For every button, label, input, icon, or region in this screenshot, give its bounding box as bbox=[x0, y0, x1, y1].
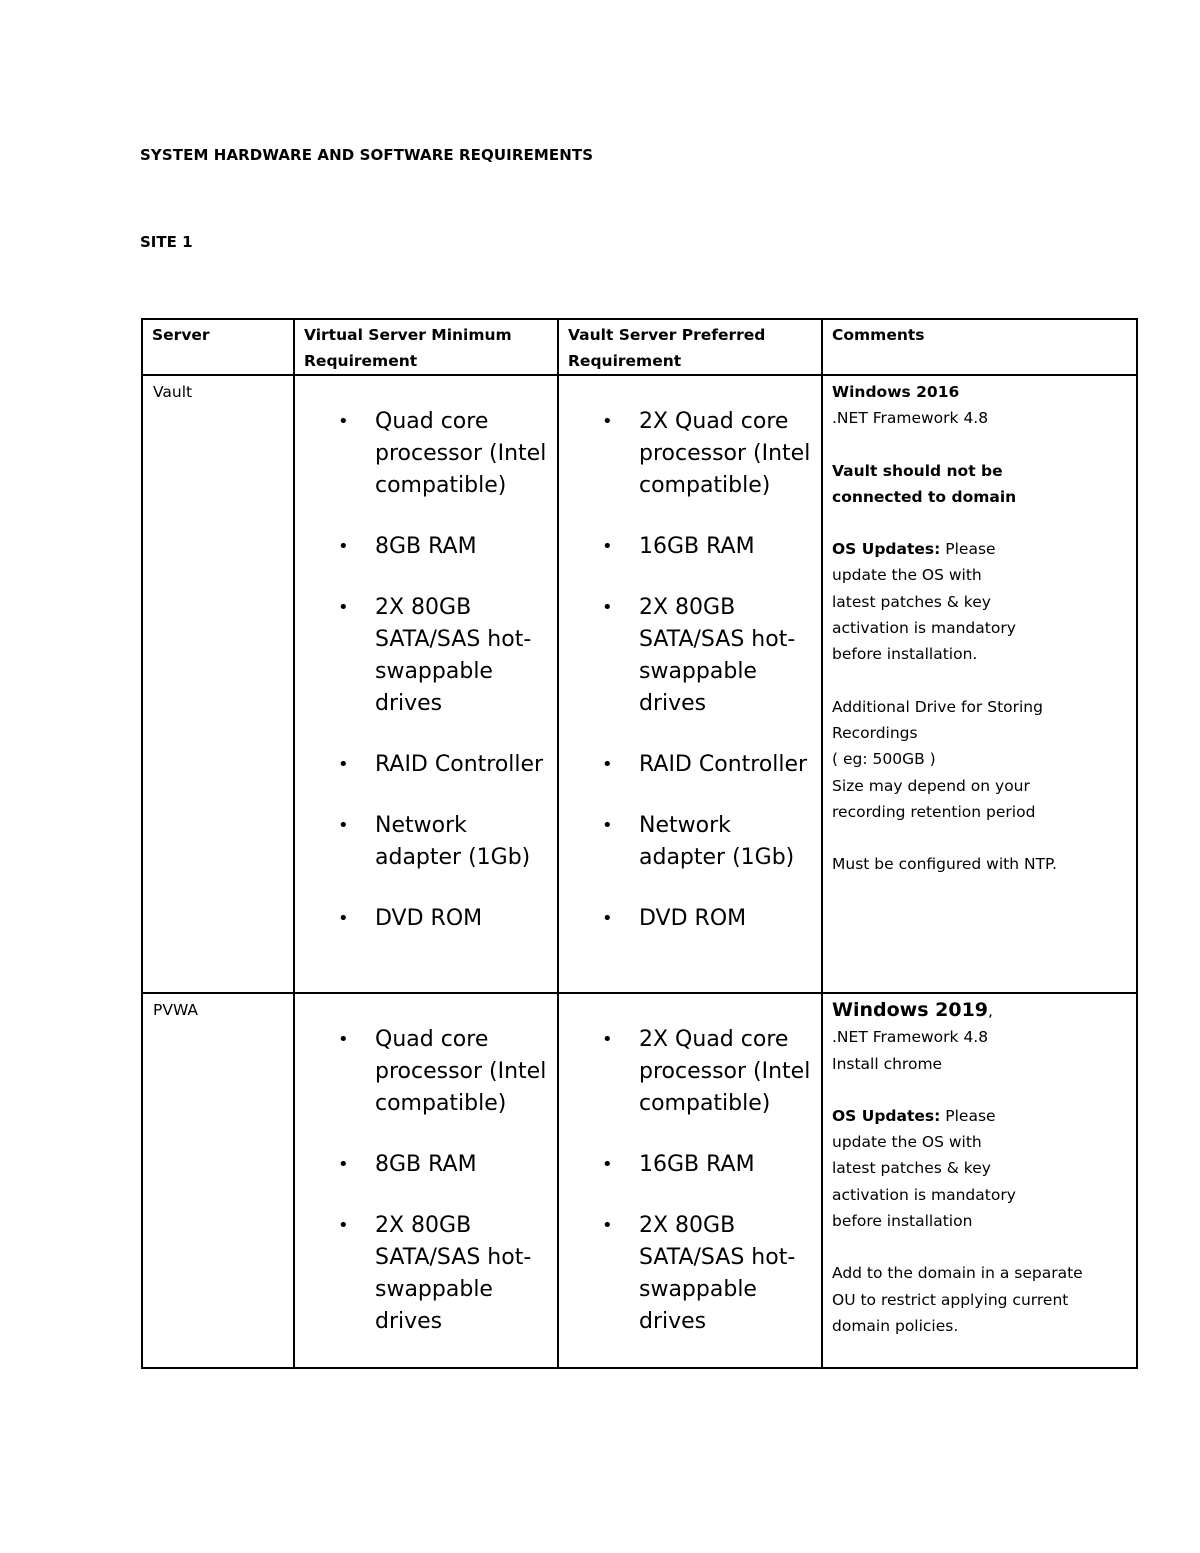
os-updates-text: latest patches & key bbox=[832, 592, 991, 611]
list-item bbox=[295, 592, 557, 720]
header-comments: Comments bbox=[832, 326, 925, 344]
vault-preferred-list bbox=[559, 376, 821, 935]
server-name: Vault bbox=[153, 383, 193, 401]
server-cell bbox=[142, 375, 294, 993]
list-item bbox=[559, 406, 821, 502]
os-updates-text: activation is mandatory bbox=[832, 619, 1016, 638]
list-item bbox=[559, 531, 821, 563]
vault-comments bbox=[823, 376, 1136, 877]
os-updates-text: Please bbox=[940, 540, 996, 559]
table-row bbox=[142, 993, 1137, 1368]
list-item bbox=[295, 531, 557, 563]
bullet-icon: • bbox=[338, 536, 349, 557]
table-row bbox=[142, 375, 1137, 993]
bullet-icon: • bbox=[338, 908, 349, 929]
ntp-note: Must be configured with NTP. bbox=[832, 855, 1057, 874]
drive-note: Recordings bbox=[832, 723, 918, 742]
list-item bbox=[559, 592, 821, 720]
os-updates-text: latest patches & key bbox=[832, 1159, 991, 1178]
bullet-icon: • bbox=[602, 597, 613, 618]
spec-text: Network adapter (1Gb) bbox=[375, 813, 531, 870]
list-item bbox=[559, 1210, 821, 1338]
bullet-icon: • bbox=[338, 597, 349, 618]
drive-note: recording retention period bbox=[832, 802, 1036, 821]
spec-cell bbox=[294, 375, 558, 993]
domain-note: Add to the domain in a separate bbox=[832, 1264, 1083, 1283]
list-item bbox=[559, 1149, 821, 1181]
bullet-icon: • bbox=[602, 1029, 613, 1050]
bullet-icon: • bbox=[602, 908, 613, 929]
spec-text: 8GB RAM bbox=[375, 534, 477, 559]
header-server: Server bbox=[152, 326, 210, 344]
list-item bbox=[295, 1024, 557, 1120]
spec-cell bbox=[558, 375, 822, 993]
list-item bbox=[295, 903, 557, 935]
spec-text: Network adapter (1Gb) bbox=[639, 813, 795, 870]
os-version: Windows 2016 bbox=[832, 383, 960, 401]
os-updates-text: activation is mandatory bbox=[832, 1185, 1016, 1204]
spec-text: DVD ROM bbox=[375, 906, 483, 931]
header-cell bbox=[558, 319, 822, 375]
domain-note: Vault should not be bbox=[832, 461, 1003, 480]
bullet-icon: • bbox=[338, 815, 349, 836]
os-updates-label: OS Updates: bbox=[832, 1106, 941, 1125]
os-version bbox=[832, 997, 1128, 1024]
framework-version: .NET Framework 4.8 bbox=[832, 1028, 989, 1047]
bullet-icon: • bbox=[338, 754, 349, 775]
spec-text: 2X Quad core processor (Intel compatible) bbox=[639, 1027, 811, 1116]
spec-text: 16GB RAM bbox=[639, 534, 755, 559]
os-updates-note bbox=[832, 536, 1128, 562]
list-item bbox=[295, 1149, 557, 1181]
header-cell bbox=[294, 319, 558, 375]
header-vault-preferred: Vault Server Preferred Requirement bbox=[568, 326, 766, 370]
bullet-icon: • bbox=[602, 754, 613, 775]
list-item bbox=[295, 810, 557, 874]
bullet-icon: • bbox=[338, 1154, 349, 1175]
bullet-icon: • bbox=[602, 815, 613, 836]
spec-text: RAID Controller bbox=[639, 752, 808, 777]
list-item bbox=[559, 749, 821, 781]
list-item bbox=[295, 406, 557, 502]
requirements-table bbox=[141, 318, 1138, 1369]
drive-note: ( eg: 500GB ) bbox=[832, 750, 936, 769]
server-name: PVWA bbox=[153, 1001, 199, 1019]
bullet-icon: • bbox=[602, 1215, 613, 1236]
spec-text: 2X 80GB SATA/SAS hot-swappable drives bbox=[639, 595, 796, 716]
spec-cell bbox=[294, 993, 558, 1368]
bullet-icon: • bbox=[602, 411, 613, 432]
spec-text: DVD ROM bbox=[639, 906, 747, 931]
virtual-min-list bbox=[295, 994, 557, 1338]
spec-text: Quad core processor (Intel compatible) bbox=[375, 409, 547, 498]
virtual-min-list bbox=[295, 376, 557, 935]
list-item bbox=[295, 749, 557, 781]
spec-text: 16GB RAM bbox=[639, 1152, 755, 1177]
vault-preferred-list bbox=[559, 994, 821, 1338]
server-cell bbox=[142, 993, 294, 1368]
os-updates-text: Please bbox=[940, 1106, 996, 1125]
list-item bbox=[559, 810, 821, 874]
bullet-icon: • bbox=[602, 536, 613, 557]
spec-cell bbox=[558, 993, 822, 1368]
os-version-suffix: , bbox=[988, 1002, 993, 1020]
spec-text: 2X 80GB SATA/SAS hot-swappable drives bbox=[375, 595, 532, 716]
os-updates-text: before installation bbox=[832, 1212, 973, 1231]
bullet-icon: • bbox=[338, 1215, 349, 1236]
list-item bbox=[295, 1210, 557, 1338]
drive-note: Size may depend on your bbox=[832, 776, 1030, 795]
chrome-note: Install chrome bbox=[832, 1054, 943, 1073]
site-label: SITE 1 bbox=[140, 233, 193, 251]
spec-text: 2X 80GB SATA/SAS hot-swappable drives bbox=[375, 1213, 532, 1334]
spec-text: 8GB RAM bbox=[375, 1152, 477, 1177]
table-header-row bbox=[142, 319, 1137, 375]
spec-text: 2X 80GB SATA/SAS hot-swappable drives bbox=[639, 1213, 796, 1334]
os-updates-label: OS Updates: bbox=[832, 540, 941, 559]
header-cell bbox=[142, 319, 294, 375]
os-updates-text: before installation. bbox=[832, 645, 978, 664]
spec-text: Quad core processor (Intel compatible) bbox=[375, 1027, 547, 1116]
bullet-icon: • bbox=[338, 411, 349, 432]
header-cell bbox=[822, 319, 1137, 375]
os-version-name: Windows 2019 bbox=[832, 999, 989, 1021]
bullet-icon: • bbox=[602, 1154, 613, 1175]
list-item bbox=[559, 903, 821, 935]
bullet-icon: • bbox=[338, 1029, 349, 1050]
list-item bbox=[559, 1024, 821, 1120]
document-title: SYSTEM HARDWARE AND SOFTWARE REQUIREMENTS bbox=[140, 146, 594, 164]
domain-note: connected to domain bbox=[832, 487, 1017, 506]
comments-cell bbox=[822, 375, 1137, 993]
spec-text: RAID Controller bbox=[375, 752, 544, 777]
os-updates-text: update the OS with bbox=[832, 1133, 982, 1152]
os-updates-text: update the OS with bbox=[832, 566, 982, 585]
domain-note: domain policies. bbox=[832, 1316, 959, 1335]
header-virtual-min: Virtual Server Minimum Requirement bbox=[304, 326, 512, 370]
drive-note: Additional Drive for Storing bbox=[832, 697, 1043, 716]
domain-note: OU to restrict applying current bbox=[832, 1290, 1069, 1309]
framework-version: .NET Framework 4.8 bbox=[832, 409, 989, 428]
comments-cell bbox=[822, 993, 1137, 1368]
pvwa-comments bbox=[823, 994, 1136, 1339]
spec-text: 2X Quad core processor (Intel compatible) bbox=[639, 409, 811, 498]
os-updates-note bbox=[832, 1103, 1128, 1129]
